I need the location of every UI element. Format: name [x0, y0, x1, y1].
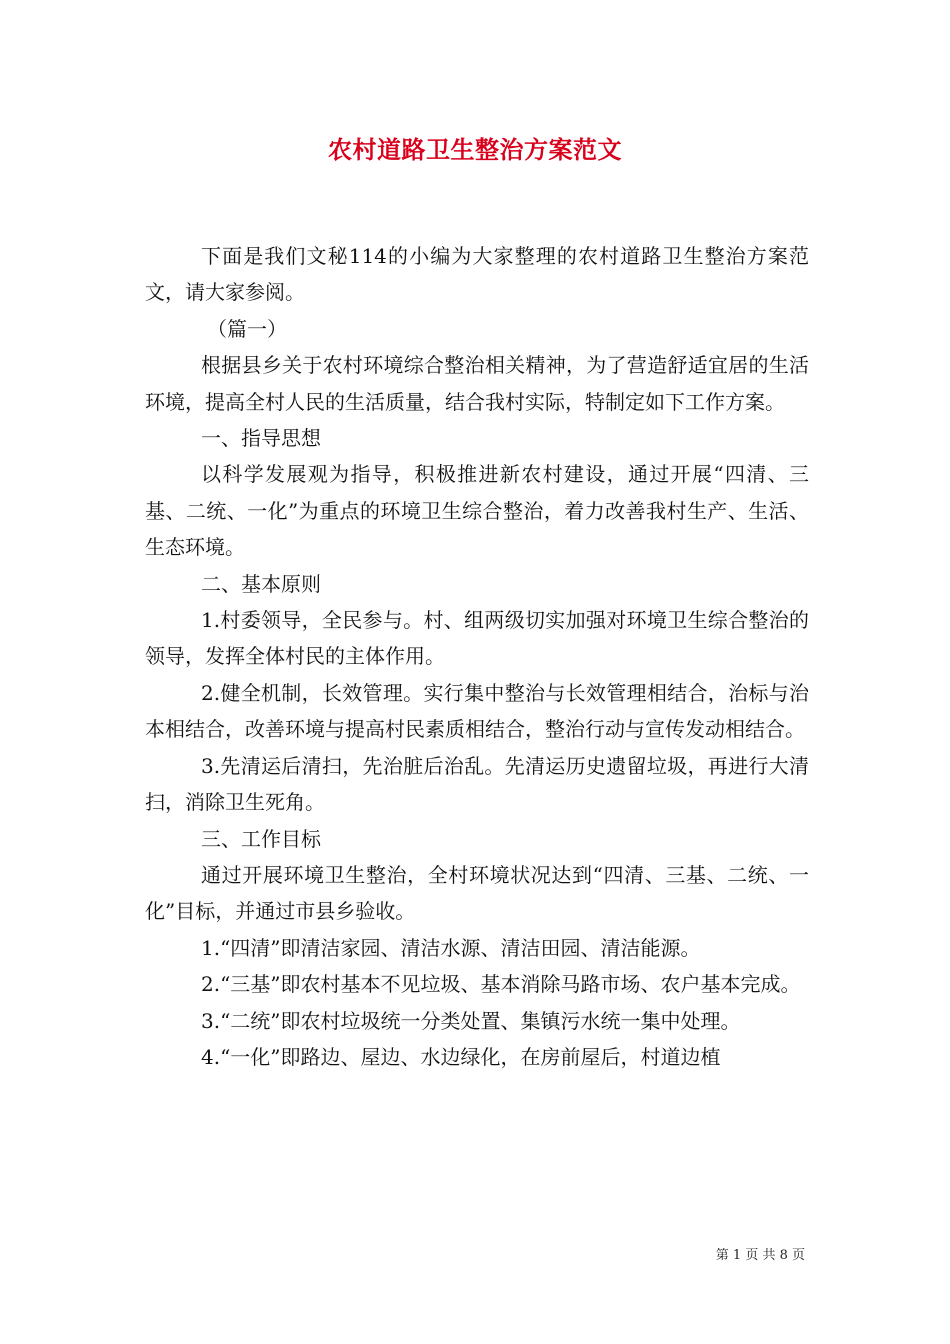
body-paragraph: 通过开展环境卫生整治，全村环境状况达到“四清、三基、二统、一化”目标，并通过市县乡验收。: [145, 862, 809, 924]
section-heading-basic-principles: 二、基本原则: [201, 571, 321, 596]
list-item: 1.村委领导，全民参与。村、组两级切实加强对环境卫生综合整治的领导，发挥全体村民的主体作用。: [145, 608, 809, 669]
list-item: 2.“三基”即农村基本不见垃圾、基本消除马路市场、农户基本完成。: [201, 972, 801, 997]
section-heading-guiding-thought: 一、指导思想: [201, 426, 321, 451]
list-item: 3.“二统”即农村垃圾统一分类处置、集镇污水统一集中处理。: [201, 1008, 741, 1033]
document-body: [145, 238, 809, 1075]
body-paragraph: 根据县乡关于农村环境综合整治相关精神，为了营造舒适宜居的生活环境，提高全村人民的生活质量，结合我村实际，特制定如下工作方案。: [145, 353, 809, 414]
section-heading-work-goals: 三、工作目标: [201, 826, 321, 851]
list-item: 4.“一化”即路边、屋边、水边绿化，在房前屋后，村道边植: [201, 1044, 721, 1069]
page-number-footer: 第 1 页 共 8 页: [715, 1248, 805, 1263]
intro-paragraph: 下面是我们文秘114的小编为大家整理的农村道路卫生整治方案范文，请大家参阅。: [145, 244, 809, 305]
list-item: 3.先清运后清扫，先治脏后治乱。先清运历史遗留垃圾，再进行大清扫，消除卫生死角。: [145, 753, 809, 815]
document-title: 农村道路卫生整治方案范文: [328, 135, 622, 164]
body-paragraph: 以科学发展观为指导，积极推进新农村建设，通过开展“四清、三基、二统、一化”为重点的环境卫生综合整治，着力改善我村生产、生活、生态环境。: [145, 462, 809, 560]
list-item: 2.健全机制，长效管理。实行集中整治与长效管理相结合，治标与治本相结合，改善环境与提高村民素质相结合，整治行动与宣传发动相结合。: [145, 680, 809, 742]
list-item: 1.“四清”即清洁家园、清洁水源、清洁田园、清洁能源。: [201, 935, 701, 960]
section-label-part-one: （篇一）: [207, 316, 287, 341]
